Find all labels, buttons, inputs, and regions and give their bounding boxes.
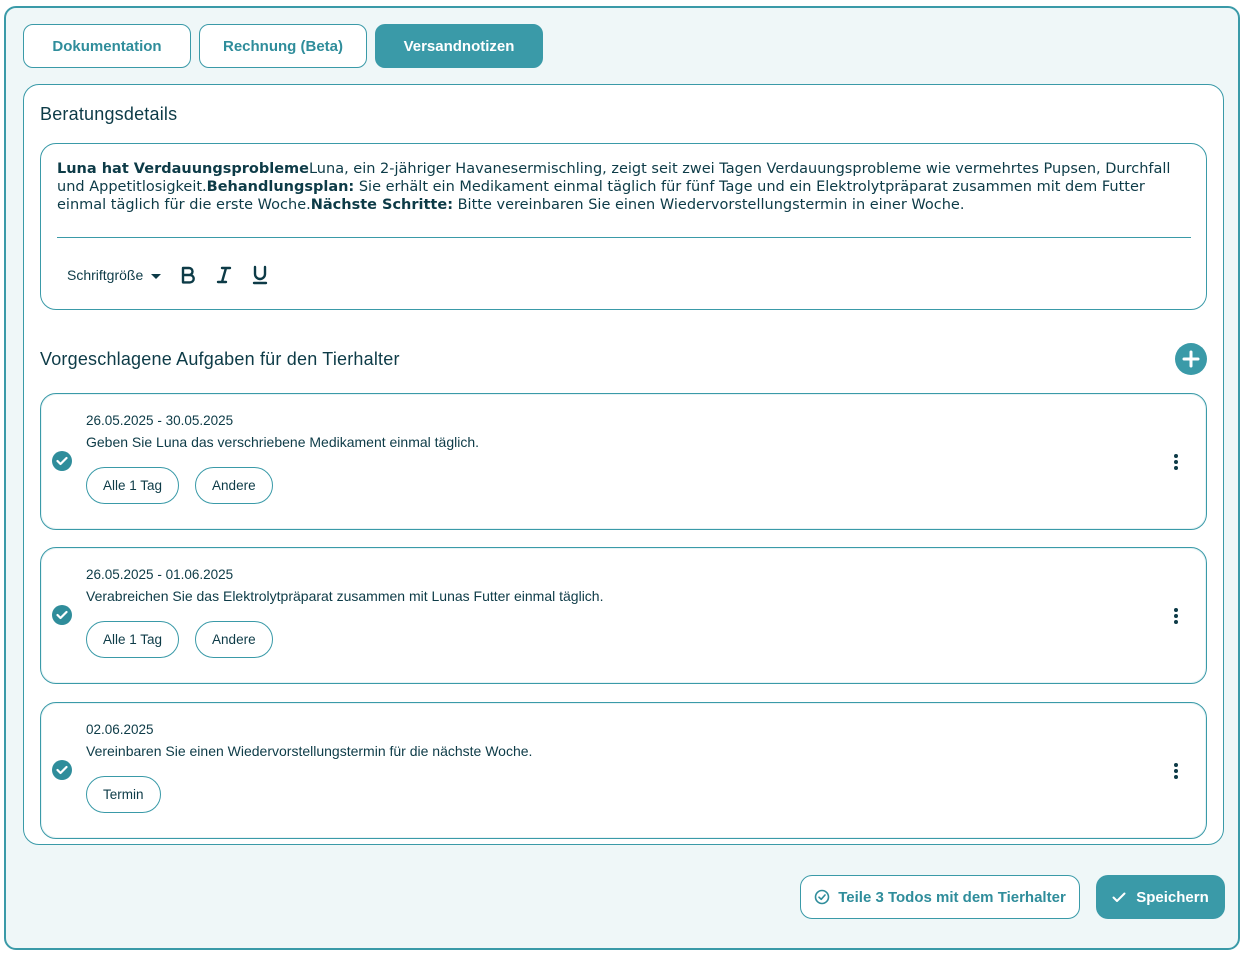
appointment-chip[interactable]: Termin xyxy=(86,776,161,813)
task-chips xyxy=(86,467,273,504)
more-options-icon[interactable] xyxy=(1169,760,1183,782)
caret-down-icon xyxy=(151,274,161,279)
task-description: Geben Sie Luna das verschriebene Medikament einmal täglich. xyxy=(86,434,480,450)
note-intro: Luna, ein 2-jähriger Havanesermischling, zeigt seit zwei Tagen Verdauungsprobleme wie vermehrtes Pupsen, Durchfall und Appetitlosigkeit. xyxy=(57,161,1171,195)
bold-button[interactable] xyxy=(179,264,197,286)
task-chips xyxy=(86,621,273,658)
note-plan-label: Behandlungsplan: xyxy=(206,179,355,195)
task-chips xyxy=(86,776,161,813)
underline-button[interactable] xyxy=(251,264,269,286)
task-date: 02.06.2025 xyxy=(86,722,154,737)
plus-icon xyxy=(1182,350,1200,368)
tab-rechnung[interactable]: Rechnung (Beta) xyxy=(199,24,367,68)
consultation-details-title: Beratungsdetails xyxy=(40,104,178,124)
task-description: Verabreichen Sie das Elektrolytpräparat zusammen mit Lunas Futter einmal täglich. xyxy=(86,588,604,604)
check-circle-icon xyxy=(814,889,830,905)
underline-icon xyxy=(252,265,268,285)
task-done-check-icon[interactable] xyxy=(52,605,72,625)
consultation-editor[interactable] xyxy=(40,143,1207,310)
font-size-label: Schriftgröße xyxy=(67,267,144,283)
note-next-label: Nächste Schritte: xyxy=(310,197,453,213)
font-size-dropdown[interactable] xyxy=(67,267,161,283)
add-task-button[interactable] xyxy=(1175,343,1207,375)
more-options-icon[interactable] xyxy=(1169,451,1183,473)
bold-icon xyxy=(180,266,196,284)
note-plan-text: Sie erhält ein Medikament einmal täglich für fünf Tage und ein Elektrolytpräparat zusammen mit dem Futter einmal täglich für die erste Woche. xyxy=(57,179,1145,213)
tab-dokumentation[interactable]: Dokumentation xyxy=(23,24,191,68)
more-options-icon[interactable] xyxy=(1169,605,1183,627)
check-icon xyxy=(1112,892,1126,903)
other-chip[interactable]: Andere xyxy=(195,621,273,658)
tab-bar xyxy=(23,24,543,68)
task-description: Vereinbaren Sie einen Wiedervorstellungstermin für die nächste Woche. xyxy=(86,743,533,759)
task-card[interactable] xyxy=(40,702,1207,839)
other-chip[interactable]: Andere xyxy=(195,467,273,504)
note-heading: Luna hat Verdauungsprobleme xyxy=(57,161,309,177)
consultation-note-text[interactable] xyxy=(57,160,1191,214)
share-todos-label: Teile 3 Todos mit dem Tierhalter xyxy=(838,888,1066,906)
owner-tasks-title: Vorgeschlagene Aufgaben für den Tierhalter xyxy=(40,349,400,369)
frequency-chip[interactable]: Alle 1 Tag xyxy=(86,621,179,658)
task-card[interactable] xyxy=(40,393,1207,530)
main-panel xyxy=(23,84,1224,845)
task-done-check-icon[interactable] xyxy=(52,451,72,471)
task-card[interactable] xyxy=(40,547,1207,684)
frequency-chip[interactable]: Alle 1 Tag xyxy=(86,467,179,504)
format-toolbar xyxy=(67,264,269,286)
italic-button[interactable] xyxy=(215,264,233,286)
task-date: 26.05.2025 - 30.05.2025 xyxy=(86,413,234,428)
task-done-check-icon[interactable] xyxy=(52,760,72,780)
save-label: Speichern xyxy=(1136,888,1209,906)
save-button[interactable] xyxy=(1096,875,1225,919)
tab-versandnotizen[interactable]: Versandnotizen xyxy=(375,24,543,68)
app-frame xyxy=(4,6,1240,950)
note-next-text: Bitte vereinbaren Sie einen Wiedervorstellungstermin in einer Woche. xyxy=(453,197,965,213)
share-todos-button[interactable] xyxy=(800,875,1080,919)
italic-icon xyxy=(216,266,232,284)
editor-divider xyxy=(57,237,1191,238)
task-date: 26.05.2025 - 01.06.2025 xyxy=(86,567,234,582)
